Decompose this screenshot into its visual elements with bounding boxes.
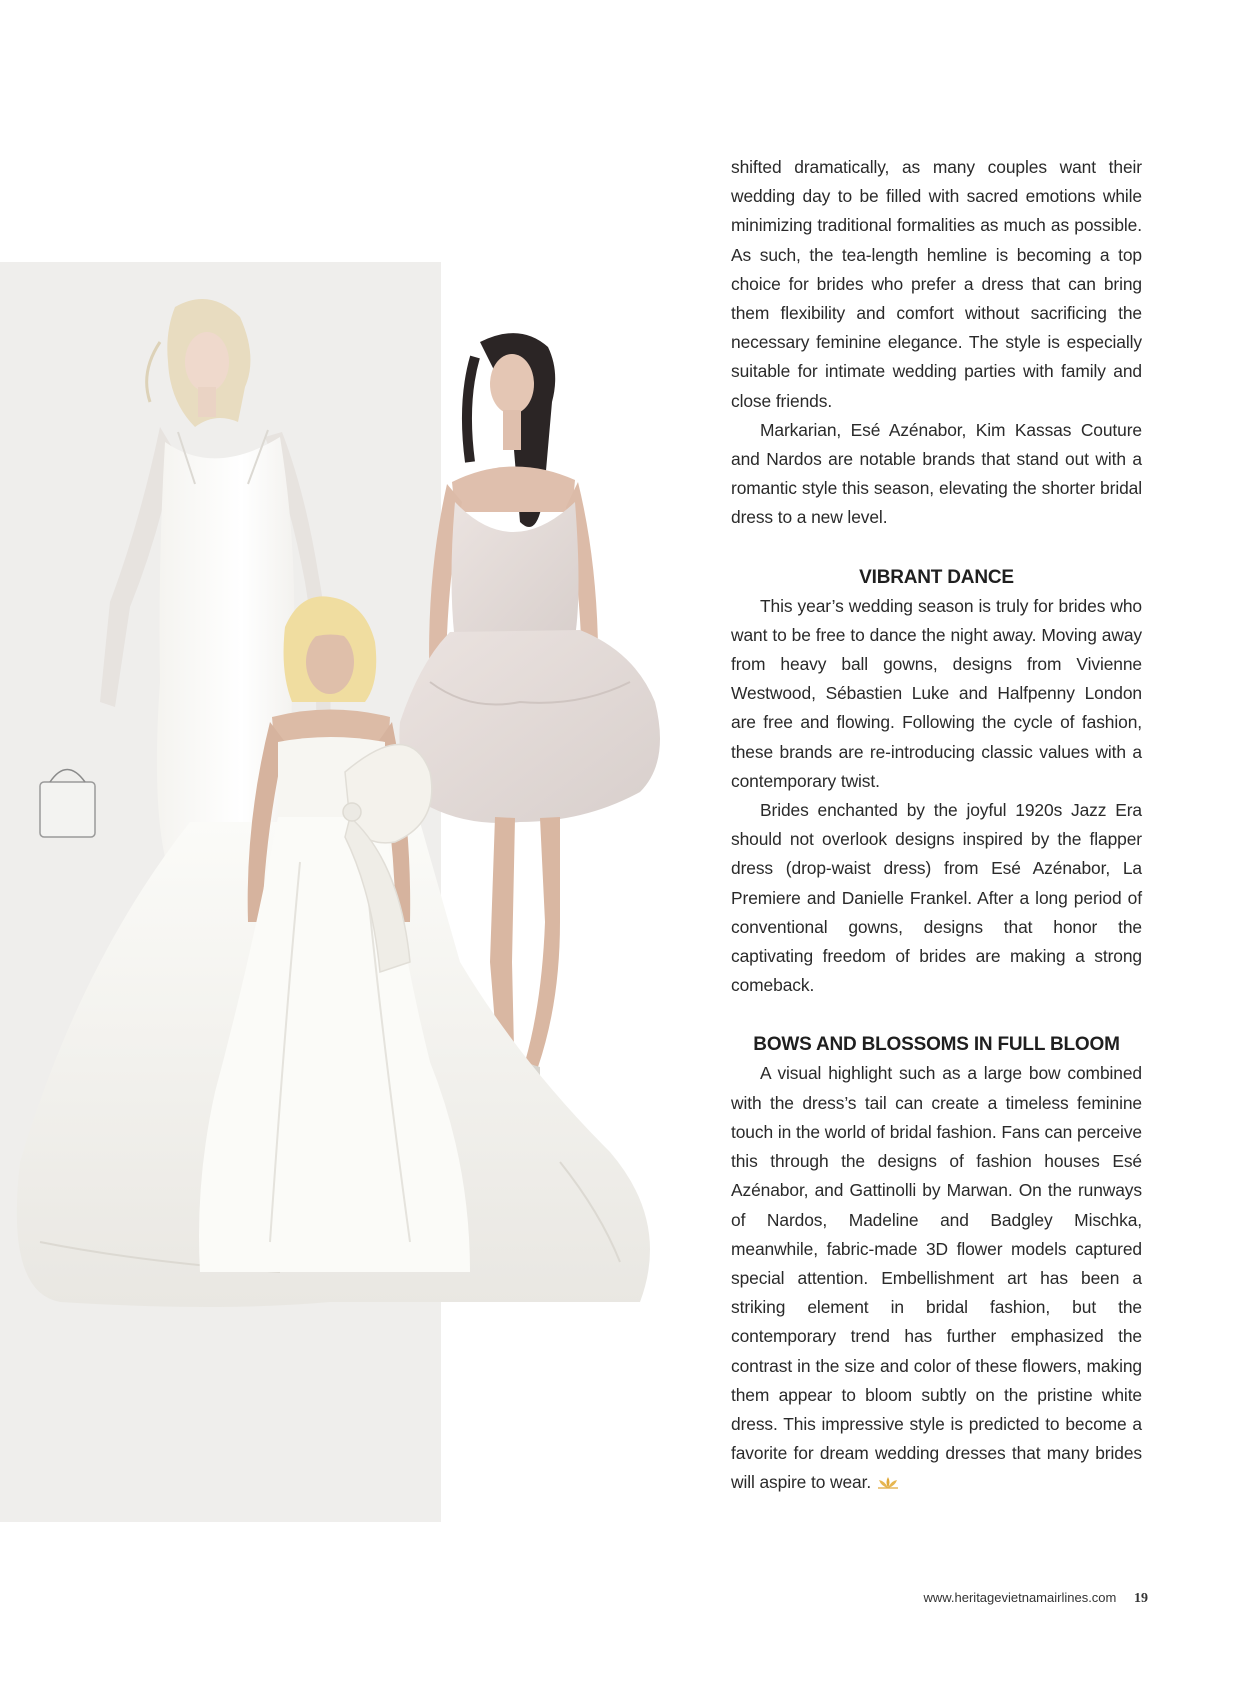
vibrant-dance-paragraph-2: Brides enchanted by the joyful 1920s Jazz Era should not overlook designs inspired by the flapper dress (drop-waist dress) from Esé Azénabor, La Premiere and Danielle Frankel. After a long period of conventional gowns, designs that honor the captivating freedom of brides are making a strong comeback. xyxy=(731,800,1142,996)
section-gap xyxy=(731,1000,1142,1030)
lotus-icon xyxy=(877,1476,899,1490)
section-gap xyxy=(731,533,1142,563)
page-number: 19 xyxy=(1134,1591,1148,1606)
section-heading-bows-and-blossoms: BOWS AND BLOSSOMS IN FULL BLOOM xyxy=(753,1034,1120,1056)
bridal-photo-collage xyxy=(0,262,716,1522)
section-heading-vibrant-dance: VIBRANT DANCE xyxy=(859,566,1014,588)
article-column xyxy=(731,153,1142,1498)
brands-paragraph: Markarian, Esé Azénabor, Kim Kassas Couture and Nardos are notable brands that stand out with a romantic style this season, elevating the shorter bridal dress to a new level. xyxy=(731,419,1142,528)
bows-and-blossoms-paragraph xyxy=(731,1059,1142,1497)
footer-url[interactable]: www.heritagevietnamairlines.com xyxy=(923,1590,1117,1605)
vibrant-dance-paragraph-1: This year’s wedding season is truly for brides who want to be free to dance the night away. Moving away from heavy ball gowns, designs from Vivienne Westwood, Sébastien Luke and Halfpenny London are free and flowing. Following the cycle of fashion, these brands are re-introducing classic values with a contemporary twist. xyxy=(731,595,1142,791)
page-footer xyxy=(923,1590,1148,1607)
intro-paragraph: shifted dramatically, as many couples want their wedding day to be filled with sacred emotions while minimizing traditional formalities as much as possible. As such, the tea-length hemline is becoming a top choice for brides who prefer a dress that can bring them flexibility and comfort without sacrificing the necessary feminine elegance. The style is especially suitable for intimate wedding parties with family and close friends. xyxy=(731,157,1142,411)
bows-and-blossoms-text: A visual highlight such as a large bow combined with the dress’s tail can create a timeless feminine touch in the world of bridal fashion. Fans can perceive this through the designs of fashion houses Esé Azénabor, and Gattinolli by Marwan. On the runways of Nardos, Madeline and Badgley Mischka, meanwhile, fabric-made 3D flower models captured special attention. Embellishment art has been a striking element in bridal fashion, but the contemporary trend has further emphasized the contrast in the size and color of these flowers, making them appear to bloom subtly on the pristine white dress. This impressive style is predicted to become a favorite for dream wedding dresses that many brides will aspire to wear. xyxy=(731,1063,1142,1493)
bridal-models-illustration xyxy=(0,262,716,1522)
